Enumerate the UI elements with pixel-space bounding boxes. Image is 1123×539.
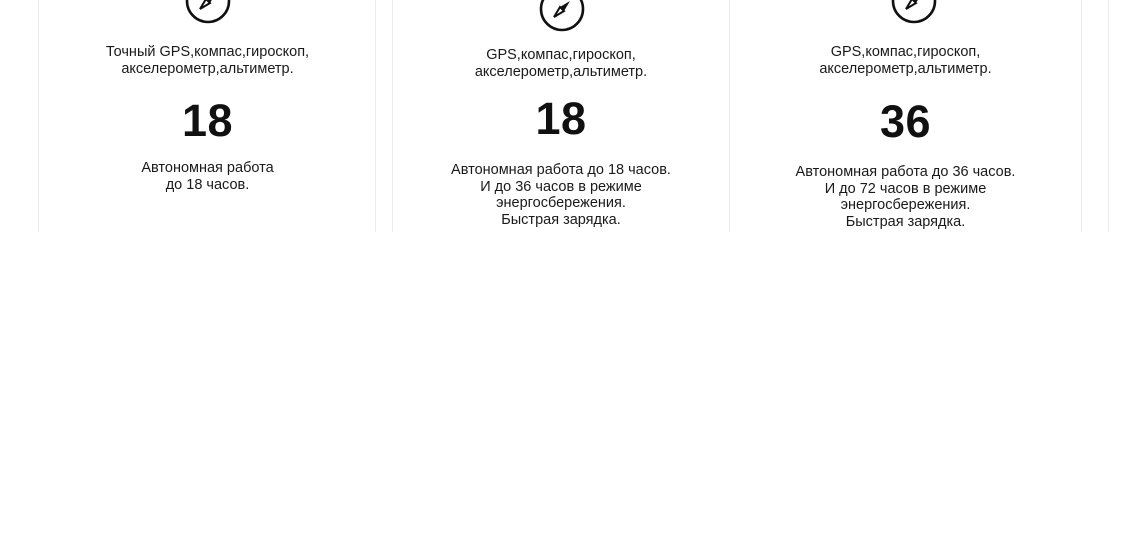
column-divider [375,0,376,232]
feature-list-text: Точный GPS,компас,гироскоп, акселерометр,альтиметр. [105,44,310,77]
column-divider [38,0,39,232]
battery-description: Автономная работа до 36 часов. И до 72 часов в режиме энергосбережения. Быстрая зарядка. [795,164,1016,230]
column-divider [1081,0,1082,232]
compass-icon [539,0,585,32]
compass-icon [891,0,937,24]
compass-icon [185,0,231,24]
column-divider [1108,0,1109,232]
battery-hours-number: 18 [535,93,587,144]
comparison-column-3 [730,0,1081,232]
watch-comparison-section [0,0,1123,232]
feature-list-text: GPS,компас,гироскоп, акселерометр,альтиметр. [819,44,992,77]
battery-description: Автономная работа до 18 часов. [141,160,274,193]
battery-description: Автономная работа до 18 часов. И до 36 часов в режиме энергосбережения. Быстрая зарядка. [451,162,671,228]
comparison-column-1 [40,0,375,232]
feature-list-text: GPS,компас,гироскоп, акселерометр,альтиметр. [474,47,648,80]
comparison-column-2 [393,0,729,232]
battery-hours-number: 36 [879,96,932,147]
battery-hours-number: 18 [181,95,234,146]
